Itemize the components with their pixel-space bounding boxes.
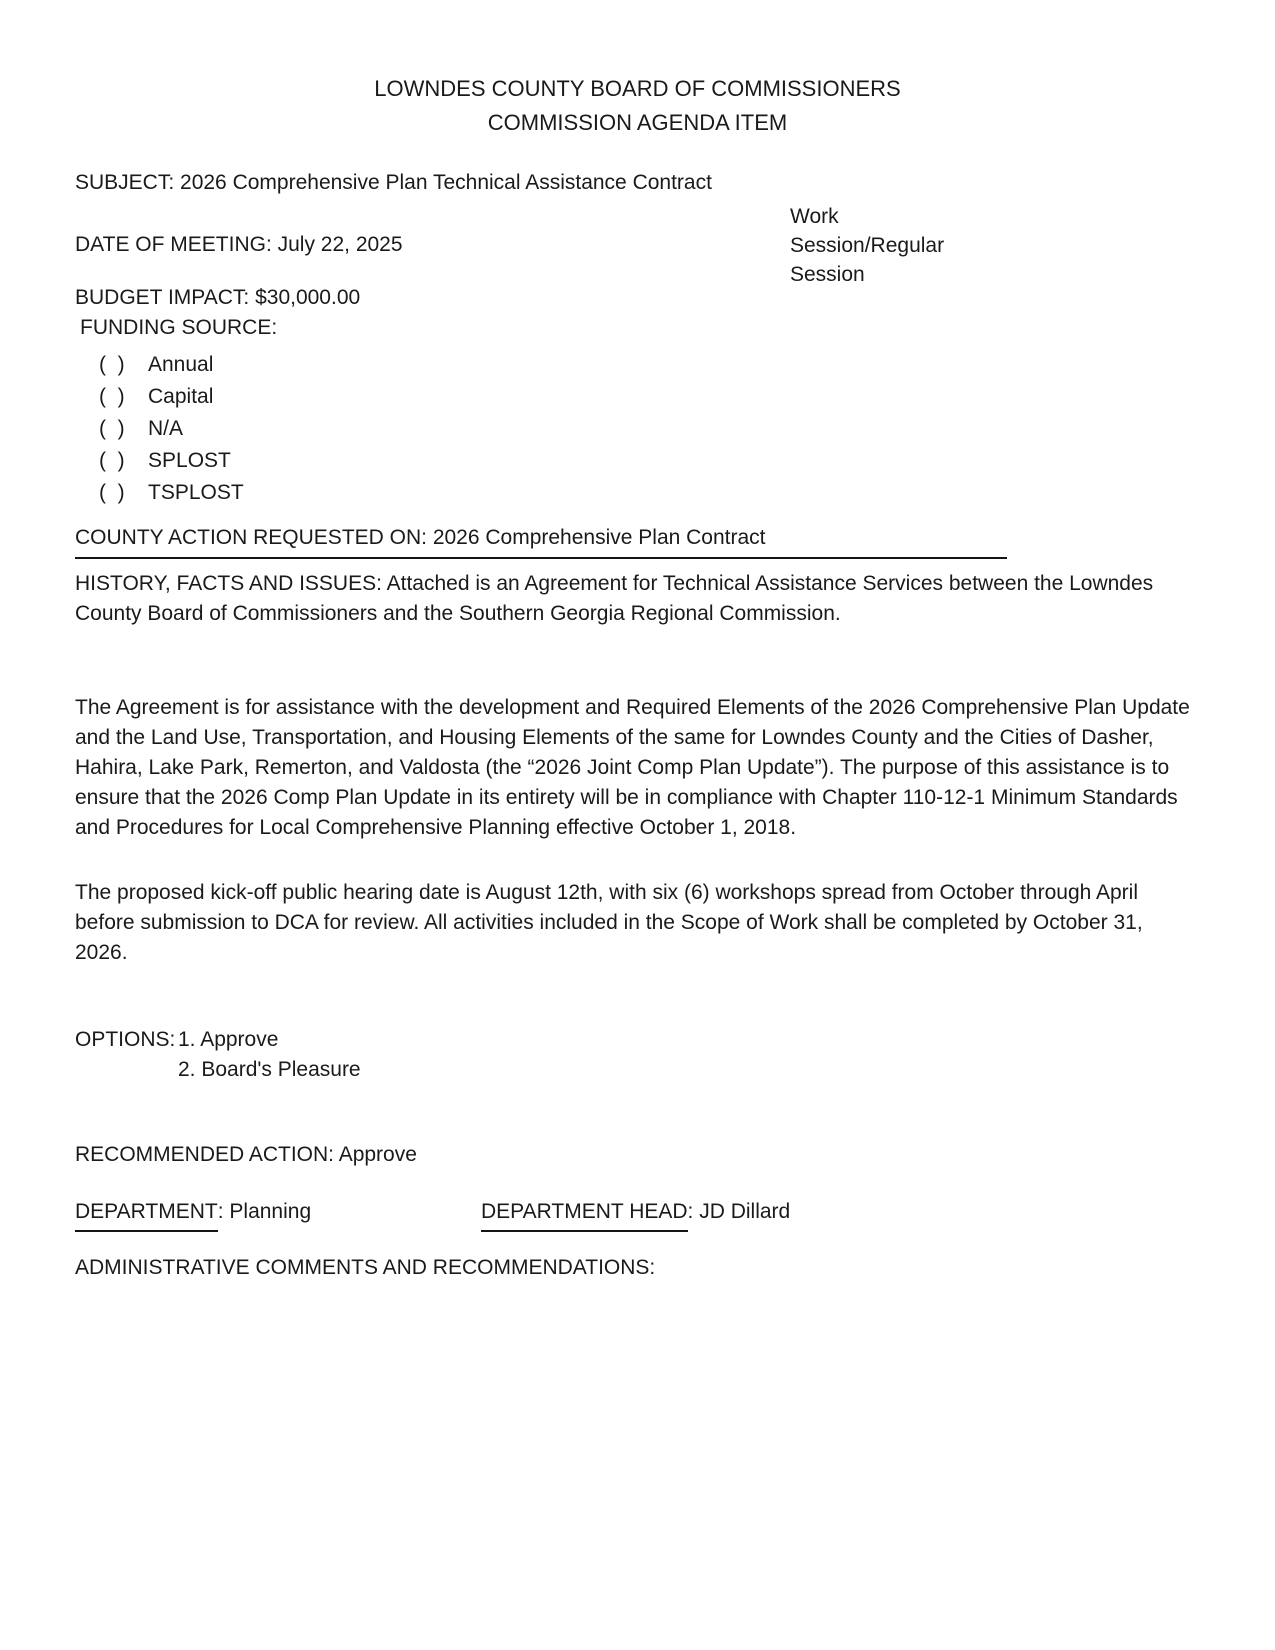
meeting-type-line: Session/Regular bbox=[790, 234, 945, 257]
date-of-meeting-line: DATE OF MEETING: July 22, 2025 bbox=[75, 233, 403, 256]
subject-line: SUBJECT: 2026 Comprehensive Plan Technical Assistance Contract bbox=[75, 171, 712, 194]
funding-options-list bbox=[75, 349, 1200, 509]
title-line-1: LOWNDES COUNTY BOARD OF COMMISSIONERS bbox=[374, 76, 901, 101]
meeting-type-column bbox=[790, 202, 990, 289]
department-head-field bbox=[481, 1197, 790, 1227]
meeting-type-line: Session bbox=[790, 263, 865, 286]
department-value: : Planning bbox=[217, 1200, 312, 1223]
document-title bbox=[75, 72, 1200, 140]
department-head-value: : JD Dillard bbox=[687, 1200, 791, 1223]
funding-source-label: FUNDING SOURCE: bbox=[80, 316, 278, 339]
funding-option-label: Capital bbox=[148, 385, 214, 408]
agreement-paragraph: The Agreement is for assistance with the development and Required Elements of the 2026 Comprehensive Plan Update and the Land Use, Transportation, and Housing Elements of the same for Lowndes County and the Cities of Dasher, Hahira, Lake Park, Remerton, and Valdosta (the “2026 Joint Comp Plan Update”). The purpose of this assistance is to ensure that the 2026 Comp Plan Update in its entirety will be in compliance with Chapter 110-12-1 Minimum Standards and Procedures for Local Comprehensive Planning effective October 1, 2018. bbox=[75, 696, 1190, 839]
funding-option-label: N/A bbox=[148, 417, 184, 440]
funding-option-label: SPLOST bbox=[148, 449, 231, 472]
funding-option-na bbox=[75, 413, 1200, 445]
options-section bbox=[75, 1025, 1200, 1085]
schedule-paragraph: The proposed kick-off public hearing date is August 12th, with six (6) workshops spread from October through April before submission to DCA for review. All activities included in the Scope of Work shall be completed by October 31, 2026. bbox=[75, 881, 1143, 964]
checkbox-empty-icon: ( ) bbox=[99, 385, 125, 408]
funding-option-splost bbox=[75, 445, 1200, 477]
recommended-action-line: RECOMMENDED ACTION: Approve bbox=[75, 1143, 417, 1166]
budget-impact-line: BUDGET IMPACT: $30,000.00 bbox=[75, 286, 361, 309]
funding-option-tsplost bbox=[75, 477, 1200, 509]
options-label: OPTIONS: bbox=[75, 1028, 176, 1051]
county-action-requested-line: COUNTY ACTION REQUESTED ON: 2026 Comprehensive Plan Contract bbox=[75, 523, 1007, 559]
department-field bbox=[75, 1197, 481, 1227]
option-item-approve: 1. Approve bbox=[178, 1028, 279, 1051]
department-section bbox=[75, 1197, 1200, 1227]
department-head-label: DEPARTMENT HEAD bbox=[481, 1197, 688, 1232]
funding-option-label: Annual bbox=[148, 353, 214, 376]
title-line-2: COMMISSION AGENDA ITEM bbox=[487, 110, 788, 135]
meta-left-column bbox=[75, 168, 790, 260]
checkbox-empty-icon: ( ) bbox=[99, 481, 125, 504]
funding-option-annual bbox=[75, 349, 1200, 381]
checkbox-empty-icon: ( ) bbox=[99, 449, 125, 472]
department-label: DEPARTMENT bbox=[75, 1197, 218, 1232]
funding-option-capital bbox=[75, 381, 1200, 413]
option-item-boards-pleasure: 2. Board's Pleasure bbox=[178, 1058, 361, 1081]
options-items bbox=[178, 1025, 361, 1085]
meeting-type-line: Work bbox=[790, 205, 839, 228]
funding-option-label: TSPLOST bbox=[148, 481, 244, 504]
meta-section bbox=[75, 168, 1200, 289]
checkbox-empty-icon: ( ) bbox=[99, 417, 125, 440]
history-facts-issues-paragraph: HISTORY, FACTS AND ISSUES: Attached is an Agreement for Technical Assistance Services between the Lowndes County Board of Commissioners and the Southern Georgia Regional Commission. bbox=[75, 572, 1154, 625]
checkbox-empty-icon: ( ) bbox=[99, 353, 125, 376]
admin-comments-line: ADMINISTRATIVE COMMENTS AND RECOMMENDATIONS: bbox=[75, 1256, 656, 1279]
